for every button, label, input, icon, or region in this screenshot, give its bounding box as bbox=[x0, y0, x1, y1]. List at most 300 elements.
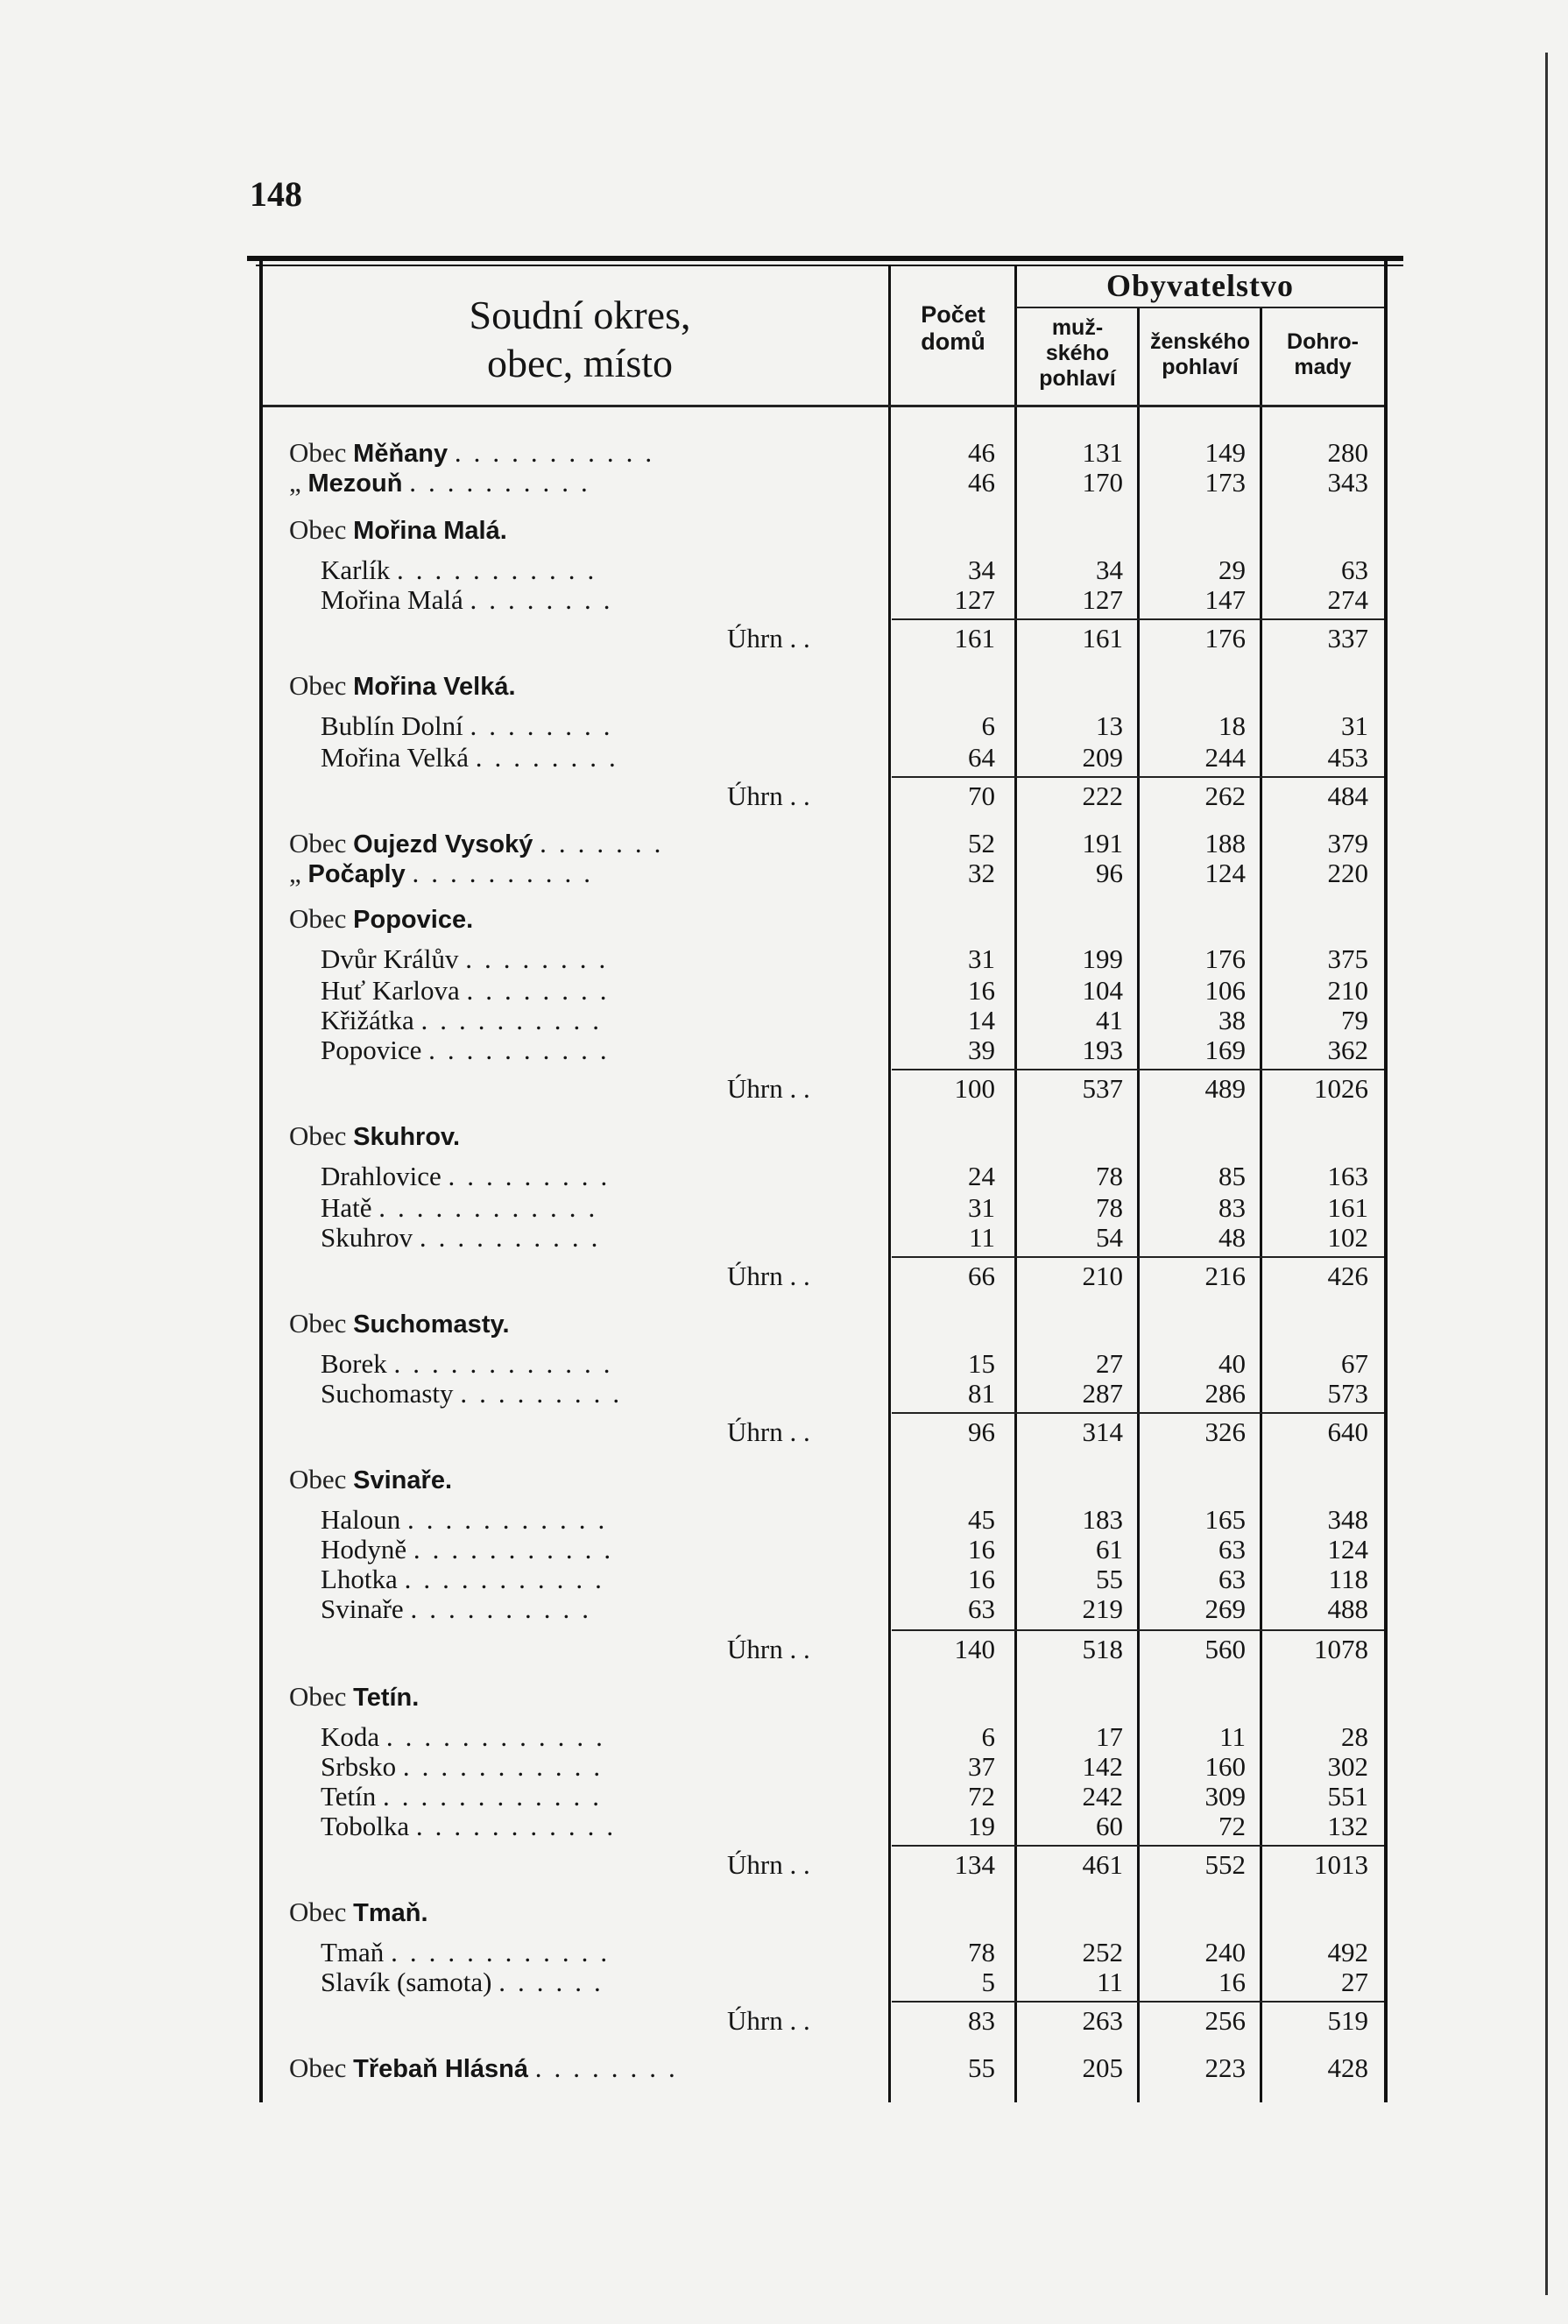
total-cell: 28 bbox=[1341, 1721, 1368, 1752]
sum-rule bbox=[892, 1256, 1384, 1258]
municipality-name: Měňany bbox=[353, 440, 449, 468]
row-name bbox=[321, 1379, 890, 1409]
female-cell: 309 bbox=[1204, 1781, 1246, 1812]
place-name: Suchomasty bbox=[321, 1379, 454, 1409]
leader-dots: ........... bbox=[415, 1812, 626, 1841]
sum-rule bbox=[892, 618, 1384, 620]
sum-rule bbox=[892, 1845, 1384, 1847]
population-header-rule bbox=[1016, 307, 1384, 308]
row-name bbox=[321, 1223, 890, 1253]
total-cell: 220 bbox=[1327, 858, 1368, 888]
leader-dots: ........ bbox=[470, 711, 623, 741]
houses-cell: 161 bbox=[954, 623, 995, 653]
table-row bbox=[247, 743, 1403, 773]
total-cell: 79 bbox=[1341, 1005, 1368, 1035]
sum-row bbox=[247, 1635, 1403, 1664]
houses-cell: 46 bbox=[968, 437, 995, 468]
row-name bbox=[321, 1594, 890, 1624]
total-cell: 302 bbox=[1327, 1751, 1368, 1782]
male-cell: 205 bbox=[1082, 2052, 1123, 2083]
total-cell: 102 bbox=[1327, 1222, 1368, 1253]
row-name bbox=[289, 904, 858, 935]
municipality-name: Suchomasty. bbox=[353, 1310, 510, 1339]
total-cell: 337 bbox=[1327, 623, 1368, 653]
female-cell: 40 bbox=[1218, 1348, 1246, 1379]
place-name: Popovice bbox=[321, 1035, 422, 1065]
total-cell: 124 bbox=[1327, 1534, 1368, 1565]
houses-cell: 70 bbox=[968, 781, 995, 811]
row-name bbox=[289, 1465, 858, 1495]
leader-dots: ............ bbox=[393, 1349, 623, 1379]
female-cell: 160 bbox=[1204, 1751, 1246, 1782]
leader-dots: ........ bbox=[534, 2053, 688, 2083]
houses-cell: 63 bbox=[968, 1593, 995, 1624]
leader-dots: ....... bbox=[540, 829, 674, 858]
place-name: Svinaře bbox=[321, 1594, 404, 1624]
total-cell: 27 bbox=[1341, 1967, 1368, 1997]
houses-cell: 16 bbox=[968, 975, 995, 1006]
place-name: Tobolka bbox=[321, 1812, 410, 1841]
female-cell: 18 bbox=[1218, 710, 1246, 741]
sum-rule bbox=[892, 776, 1384, 778]
male-cell: 537 bbox=[1082, 1073, 1123, 1104]
header-female-column bbox=[1141, 329, 1260, 380]
row-name bbox=[321, 743, 890, 773]
male-cell: 210 bbox=[1082, 1261, 1123, 1291]
place-name: Skuhrov bbox=[321, 1223, 413, 1253]
female-cell: 106 bbox=[1204, 975, 1246, 1006]
table-row bbox=[247, 944, 1403, 974]
row-lead: Obec bbox=[289, 515, 347, 545]
sum-label: Úhrn . . bbox=[727, 1416, 810, 1447]
row-name bbox=[321, 1565, 890, 1594]
houses-cell: 14 bbox=[968, 1005, 995, 1035]
male-cell: 142 bbox=[1082, 1751, 1123, 1782]
table-row bbox=[247, 1505, 1403, 1535]
male-cell: 61 bbox=[1096, 1534, 1123, 1565]
female-cell: 16 bbox=[1218, 1967, 1246, 1997]
houses-cell: 45 bbox=[968, 1504, 995, 1535]
male-cell: 170 bbox=[1082, 467, 1123, 498]
sum-rule bbox=[892, 1412, 1384, 1414]
row-name bbox=[321, 1967, 890, 1997]
male-cell: 54 bbox=[1096, 1222, 1123, 1253]
male-cell: 34 bbox=[1096, 555, 1123, 585]
female-cell: 240 bbox=[1204, 1937, 1246, 1967]
municipality-name: Mezouň bbox=[307, 470, 403, 498]
row-name bbox=[321, 585, 890, 615]
municipality-name: Mořina Malá. bbox=[353, 517, 507, 545]
table-row bbox=[247, 1223, 1403, 1253]
female-cell: 188 bbox=[1204, 828, 1246, 858]
male-cell: 461 bbox=[1082, 1849, 1123, 1880]
sum-label: Úhrn . . bbox=[727, 1634, 810, 1664]
female-cell: 85 bbox=[1218, 1161, 1246, 1191]
total-cell: 118 bbox=[1328, 1564, 1368, 1594]
row-name bbox=[289, 468, 858, 498]
female-cell: 48 bbox=[1218, 1222, 1246, 1253]
row-name bbox=[321, 1722, 890, 1752]
row-name bbox=[321, 944, 890, 974]
houses-cell: 46 bbox=[968, 467, 995, 498]
houses-cell: 31 bbox=[968, 943, 995, 974]
female-cell: 149 bbox=[1204, 437, 1246, 468]
row-name bbox=[321, 1162, 890, 1191]
total-cell: 31 bbox=[1341, 710, 1368, 741]
male-cell: 242 bbox=[1082, 1781, 1123, 1812]
female-cell: 169 bbox=[1204, 1035, 1246, 1065]
leader-dots: ........... bbox=[402, 1752, 613, 1782]
row-name bbox=[289, 858, 858, 889]
row-name bbox=[289, 1309, 858, 1339]
houses-cell: 55 bbox=[968, 2052, 995, 2083]
total-cell: 428 bbox=[1327, 2052, 1368, 2083]
row-lead: Obec bbox=[289, 1465, 347, 1494]
header-male-line1: muž- bbox=[1051, 315, 1104, 340]
leader-dots: ........... bbox=[396, 555, 607, 585]
row-name bbox=[321, 1349, 890, 1379]
table-row bbox=[247, 1535, 1403, 1565]
municipality-name: Tetín. bbox=[353, 1684, 420, 1712]
total-cell: 640 bbox=[1327, 1416, 1368, 1447]
group-heading-row bbox=[247, 671, 1403, 701]
header-title-line2: obec, místo bbox=[486, 341, 674, 386]
male-cell: 222 bbox=[1082, 781, 1123, 811]
female-cell: 38 bbox=[1218, 1005, 1246, 1035]
male-cell: 199 bbox=[1082, 943, 1123, 974]
houses-cell: 11 bbox=[969, 1222, 995, 1253]
houses-cell: 19 bbox=[968, 1811, 995, 1841]
female-cell: 326 bbox=[1204, 1416, 1246, 1447]
houses-cell: 96 bbox=[968, 1416, 995, 1447]
sum-label: Úhrn . . bbox=[727, 1849, 810, 1880]
female-cell: 83 bbox=[1218, 1192, 1246, 1223]
male-cell: 209 bbox=[1082, 742, 1123, 773]
total-cell: 1026 bbox=[1314, 1073, 1368, 1104]
female-cell: 286 bbox=[1204, 1378, 1246, 1409]
table-row bbox=[247, 1782, 1403, 1812]
sum-rule bbox=[892, 1069, 1384, 1070]
row-lead: Obec bbox=[289, 904, 347, 934]
female-cell: 63 bbox=[1218, 1564, 1246, 1594]
sum-row bbox=[247, 1417, 1403, 1447]
houses-cell: 16 bbox=[968, 1534, 995, 1565]
place-name: Slavík (samota) bbox=[321, 1967, 492, 1997]
row-lead: Obec bbox=[289, 1309, 347, 1339]
houses-cell: 15 bbox=[968, 1348, 995, 1379]
female-cell: 29 bbox=[1218, 555, 1246, 585]
leader-dots: ........... bbox=[404, 1565, 614, 1594]
place-name: Drahlovice bbox=[321, 1162, 441, 1191]
row-name bbox=[321, 1035, 890, 1065]
leader-dots: ........ bbox=[475, 743, 628, 773]
row-lead: Obec bbox=[289, 438, 347, 468]
header-male-line3: pohlaví bbox=[1039, 365, 1116, 391]
municipality-name: Tmaň. bbox=[353, 1899, 428, 1927]
header-total-line2: mady bbox=[1294, 354, 1352, 379]
leader-dots: ........... bbox=[407, 1505, 618, 1535]
sum-label: Úhrn . . bbox=[727, 1073, 810, 1104]
houses-cell: 37 bbox=[968, 1751, 995, 1782]
male-cell: 131 bbox=[1082, 437, 1123, 468]
place-name: Hatě bbox=[321, 1193, 372, 1223]
female-cell: 560 bbox=[1204, 1634, 1246, 1664]
male-cell: 78 bbox=[1096, 1161, 1123, 1191]
place-name: Haloun bbox=[321, 1505, 401, 1535]
group-heading-row bbox=[247, 1121, 1403, 1151]
table-row bbox=[247, 2053, 1403, 2083]
municipality-name: Skuhrov. bbox=[353, 1123, 461, 1151]
table-top-rule bbox=[247, 256, 1403, 261]
male-cell: 96 bbox=[1096, 858, 1123, 888]
female-cell: 269 bbox=[1204, 1593, 1246, 1624]
table-row bbox=[247, 1722, 1403, 1752]
male-cell: 60 bbox=[1096, 1811, 1123, 1841]
group-heading-row bbox=[247, 1682, 1403, 1712]
female-cell: 262 bbox=[1204, 781, 1246, 811]
female-cell: 72 bbox=[1218, 1811, 1246, 1841]
group-heading-row bbox=[247, 515, 1403, 545]
female-cell: 216 bbox=[1204, 1261, 1246, 1291]
female-cell: 489 bbox=[1204, 1073, 1246, 1104]
place-name: Dvůr Králův bbox=[321, 944, 459, 974]
place-name: Mořina Malá bbox=[321, 585, 463, 615]
table-row bbox=[247, 1967, 1403, 1997]
sum-row bbox=[247, 2006, 1403, 2036]
leader-dots: ...... bbox=[498, 1967, 613, 1997]
male-cell: 518 bbox=[1082, 1634, 1123, 1664]
houses-cell: 24 bbox=[968, 1161, 995, 1191]
group-heading-row bbox=[247, 1465, 1403, 1494]
houses-cell: 6 bbox=[981, 710, 995, 741]
place-name: Tmaň bbox=[321, 1938, 385, 1967]
row-lead: Obec bbox=[289, 1897, 347, 1927]
total-cell: 132 bbox=[1327, 1811, 1368, 1841]
row-lead: Obec bbox=[289, 829, 347, 858]
female-cell: 173 bbox=[1204, 467, 1246, 498]
houses-cell: 5 bbox=[981, 1967, 995, 1997]
table-row bbox=[247, 555, 1403, 585]
header-total-line1: Dohro- bbox=[1287, 329, 1359, 354]
table-row bbox=[247, 1594, 1403, 1624]
sum-row bbox=[247, 1261, 1403, 1291]
male-cell: 263 bbox=[1082, 2005, 1123, 2036]
total-cell: 453 bbox=[1327, 742, 1368, 773]
table-row bbox=[247, 585, 1403, 615]
row-lead: Obec bbox=[289, 1121, 347, 1151]
houses-cell: 32 bbox=[968, 858, 995, 888]
table-row bbox=[247, 858, 1403, 888]
leader-dots: .......... bbox=[420, 1006, 611, 1035]
male-cell: 127 bbox=[1082, 584, 1123, 615]
leader-dots: ............ bbox=[385, 1722, 615, 1752]
header-male-line2: ského bbox=[1045, 340, 1110, 365]
table-row bbox=[247, 438, 1403, 468]
row-name bbox=[321, 1938, 890, 1967]
female-cell: 165 bbox=[1204, 1504, 1246, 1535]
header-female-line1: ženského bbox=[1150, 329, 1250, 354]
leader-dots: .......... bbox=[412, 858, 603, 888]
place-name: Koda bbox=[321, 1722, 380, 1752]
header-population: Obyvatelstvo bbox=[1106, 268, 1294, 303]
row-name bbox=[289, 438, 858, 469]
table-row bbox=[247, 829, 1403, 858]
row-name bbox=[321, 976, 890, 1006]
male-cell: 27 bbox=[1096, 1348, 1123, 1379]
male-cell: 252 bbox=[1082, 1937, 1123, 1967]
houses-cell: 81 bbox=[968, 1378, 995, 1409]
table-row bbox=[247, 1565, 1403, 1594]
houses-cell: 134 bbox=[954, 1849, 995, 1880]
leader-dots: ........... bbox=[413, 1535, 624, 1565]
houses-cell: 31 bbox=[968, 1192, 995, 1223]
row-name bbox=[321, 711, 890, 741]
leader-dots: ........ bbox=[470, 585, 623, 615]
male-cell: 183 bbox=[1082, 1504, 1123, 1535]
total-cell: 492 bbox=[1327, 1937, 1368, 1967]
total-cell: 362 bbox=[1327, 1035, 1368, 1065]
male-cell: 78 bbox=[1096, 1192, 1123, 1223]
row-name bbox=[289, 1682, 858, 1713]
row-name bbox=[289, 1121, 858, 1152]
table-row bbox=[247, 1752, 1403, 1782]
table-row bbox=[247, 1035, 1403, 1065]
row-name bbox=[321, 1505, 890, 1535]
male-cell: 41 bbox=[1096, 1005, 1123, 1035]
row-name bbox=[321, 1812, 890, 1841]
row-name bbox=[321, 1006, 890, 1035]
total-cell: 484 bbox=[1327, 781, 1368, 811]
header-title-line1: Soudní okres, bbox=[469, 293, 691, 337]
male-cell: 191 bbox=[1082, 828, 1123, 858]
houses-cell: 16 bbox=[968, 1564, 995, 1594]
male-cell: 287 bbox=[1082, 1378, 1123, 1409]
header-district-column bbox=[273, 291, 886, 387]
leader-dots: ........... bbox=[454, 438, 665, 468]
sum-row bbox=[247, 1074, 1403, 1104]
female-cell: 63 bbox=[1218, 1534, 1246, 1565]
header-houses-line1: Počet bbox=[921, 301, 985, 328]
row-name bbox=[321, 555, 890, 585]
group-heading-row bbox=[247, 1897, 1403, 1927]
houses-cell: 64 bbox=[968, 742, 995, 773]
municipality-name: Počaply bbox=[307, 860, 406, 888]
houses-cell: 140 bbox=[954, 1634, 995, 1664]
sum-rule bbox=[892, 2001, 1384, 2003]
row-name bbox=[321, 1782, 890, 1812]
municipality-name: Popovice. bbox=[353, 906, 474, 934]
total-cell: 348 bbox=[1327, 1504, 1368, 1535]
row-lead: Obec bbox=[289, 1682, 347, 1712]
header-female-line2: pohlaví bbox=[1162, 354, 1239, 379]
population-table bbox=[247, 256, 1403, 2102]
page-number: 148 bbox=[250, 174, 302, 214]
male-cell: 219 bbox=[1082, 1593, 1123, 1624]
sum-row bbox=[247, 1850, 1403, 1880]
table-row bbox=[247, 976, 1403, 1006]
table-row bbox=[247, 468, 1403, 498]
houses-cell: 66 bbox=[968, 1261, 995, 1291]
total-cell: 375 bbox=[1327, 943, 1368, 974]
sum-rule bbox=[892, 1629, 1384, 1631]
place-name: Hodyně bbox=[321, 1535, 407, 1565]
table-row bbox=[247, 1379, 1403, 1409]
leader-dots: ............ bbox=[378, 1193, 608, 1223]
place-name: Bublín Dolní bbox=[321, 711, 463, 741]
total-cell: 280 bbox=[1327, 437, 1368, 468]
table-row bbox=[247, 1349, 1403, 1379]
page-edge-rule bbox=[1545, 53, 1548, 2295]
place-name: Lhotka bbox=[321, 1565, 398, 1594]
place-name: Srbsko bbox=[321, 1752, 397, 1782]
table-row bbox=[247, 711, 1403, 741]
row-name bbox=[321, 1535, 890, 1565]
header-houses-line2: domů bbox=[921, 328, 985, 356]
leader-dots: ......... bbox=[460, 1379, 632, 1409]
houses-cell: 39 bbox=[968, 1035, 995, 1065]
total-cell: 63 bbox=[1341, 555, 1368, 585]
female-cell: 147 bbox=[1204, 584, 1246, 615]
sum-label: Úhrn . . bbox=[727, 1261, 810, 1291]
male-cell: 104 bbox=[1082, 975, 1123, 1006]
row-lead: „ bbox=[289, 858, 301, 888]
total-cell: 67 bbox=[1341, 1348, 1368, 1379]
place-name: Křižátka bbox=[321, 1006, 414, 1035]
sum-row bbox=[247, 624, 1403, 653]
female-cell: 244 bbox=[1204, 742, 1246, 773]
male-cell: 17 bbox=[1096, 1721, 1123, 1752]
table-top-rule-thin bbox=[256, 265, 1403, 266]
female-cell: 124 bbox=[1204, 858, 1246, 888]
total-cell: 274 bbox=[1327, 584, 1368, 615]
male-cell: 11 bbox=[1097, 1967, 1123, 1997]
row-name bbox=[289, 515, 858, 546]
table-row bbox=[247, 1162, 1403, 1191]
houses-cell: 100 bbox=[954, 1073, 995, 1104]
houses-cell: 78 bbox=[968, 1937, 995, 1967]
municipality-name: Mořina Velká. bbox=[353, 673, 516, 701]
male-cell: 161 bbox=[1082, 623, 1123, 653]
sum-label: Úhrn . . bbox=[727, 781, 810, 811]
table-row bbox=[247, 1006, 1403, 1035]
total-cell: 488 bbox=[1327, 1593, 1368, 1624]
total-cell: 573 bbox=[1327, 1378, 1368, 1409]
table-row bbox=[247, 1812, 1403, 1841]
female-cell: 256 bbox=[1204, 2005, 1246, 2036]
table-row bbox=[247, 1938, 1403, 1967]
total-cell: 1013 bbox=[1314, 1849, 1368, 1880]
houses-cell: 52 bbox=[968, 828, 995, 858]
municipality-name: Svinaře. bbox=[353, 1466, 452, 1494]
total-cell: 343 bbox=[1327, 467, 1368, 498]
total-cell: 426 bbox=[1327, 1261, 1368, 1291]
table-row bbox=[247, 1193, 1403, 1223]
group-heading-row bbox=[247, 1309, 1403, 1339]
header-houses-column bbox=[892, 301, 1014, 356]
row-lead: „ bbox=[289, 468, 301, 498]
group-heading-row bbox=[247, 904, 1403, 934]
header-male-column bbox=[1018, 315, 1137, 391]
total-cell: 210 bbox=[1327, 975, 1368, 1006]
row-lead: Obec bbox=[289, 671, 347, 701]
female-cell: 552 bbox=[1204, 1849, 1246, 1880]
houses-cell: 34 bbox=[968, 555, 995, 585]
total-cell: 519 bbox=[1327, 2005, 1368, 2036]
total-cell: 163 bbox=[1327, 1161, 1368, 1191]
female-cell: 176 bbox=[1204, 943, 1246, 974]
leader-dots: .......... bbox=[428, 1035, 619, 1065]
place-name: Huť Karlova bbox=[321, 976, 460, 1006]
